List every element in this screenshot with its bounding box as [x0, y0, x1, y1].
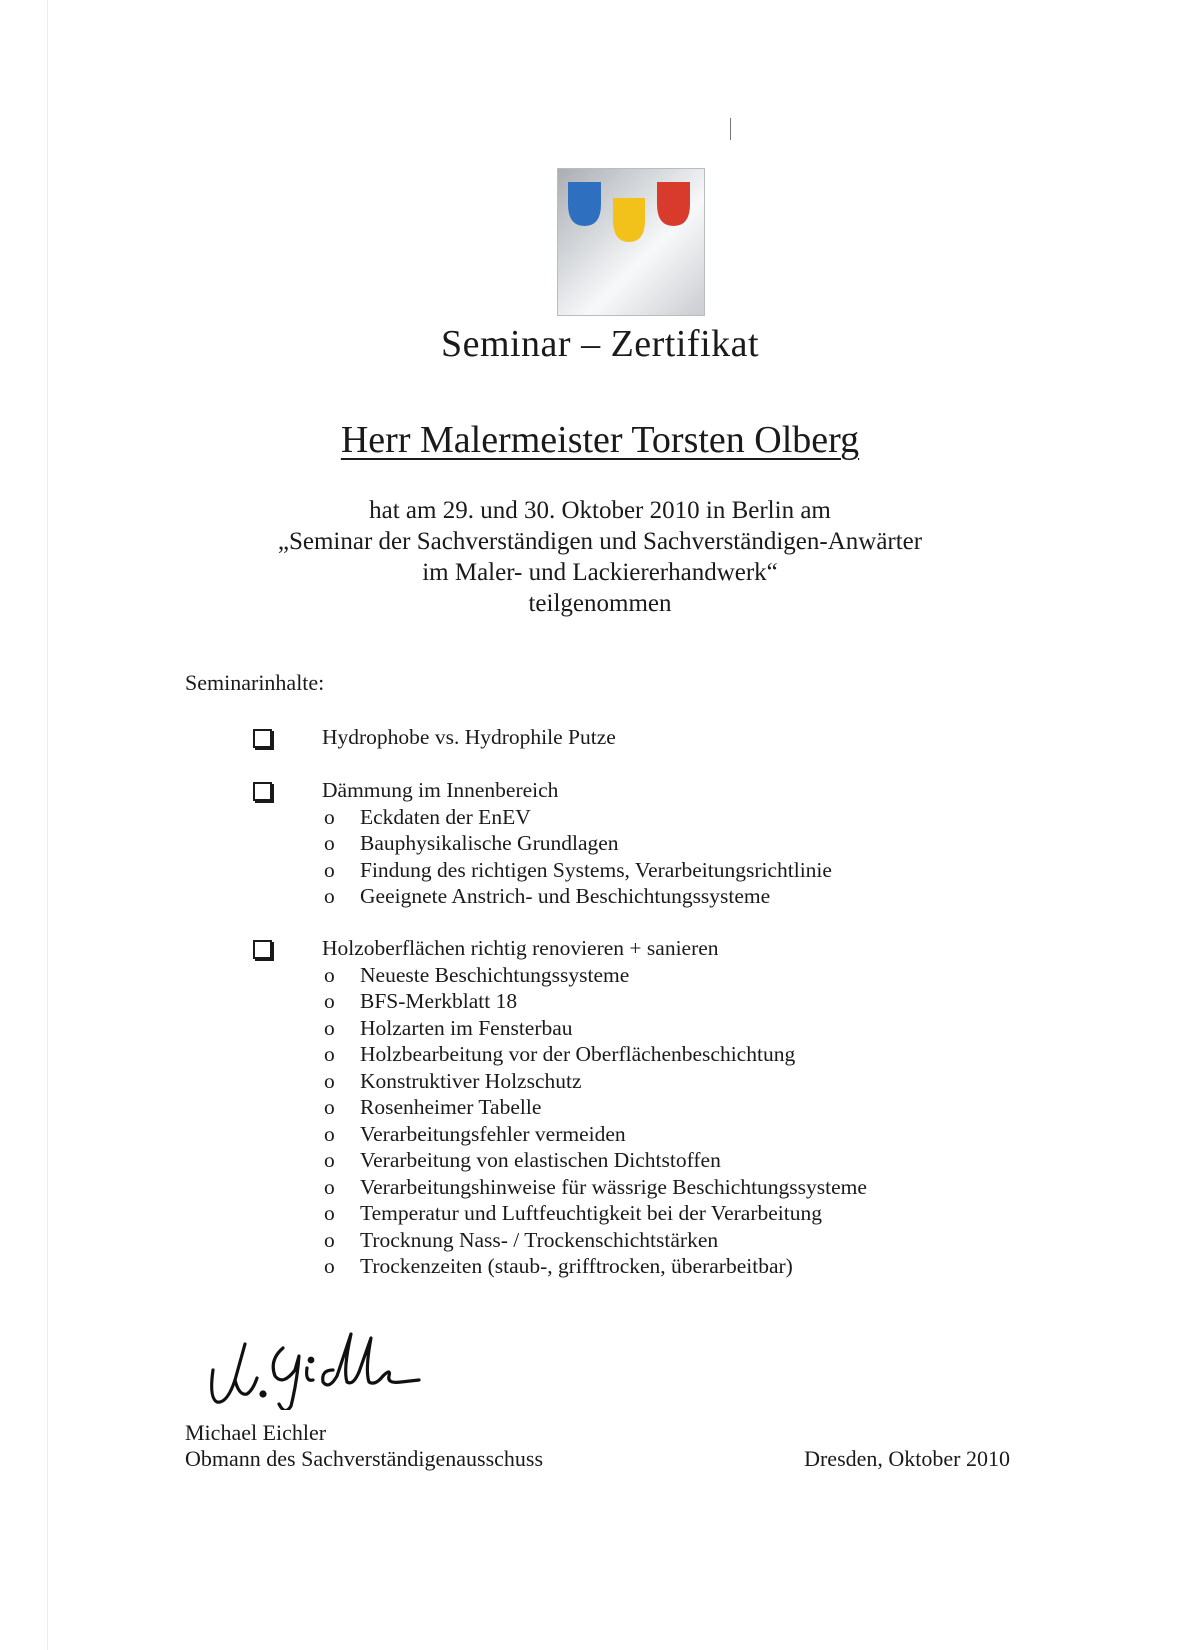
list-item-text: BFS-Merkblatt 18	[360, 989, 518, 1013]
bullet-icon: o	[324, 1042, 335, 1066]
contents-label: Seminarinhalte:	[185, 670, 325, 695]
recipient-name-text: Herr Malermeister Torsten Olberg	[340, 419, 860, 461]
topic	[253, 777, 832, 910]
list-item-text: Holzarten im Fensterbau	[360, 1015, 573, 1040]
list-item	[324, 1068, 867, 1095]
bullet-icon: o	[324, 1254, 335, 1278]
list-item	[324, 988, 867, 1015]
list-item-text: Verarbeitungsfehler vermeiden	[360, 1121, 626, 1146]
bullet-icon: o	[324, 857, 335, 882]
signer-role: Obmann des Sachverständigenausschuss	[185, 1446, 544, 1471]
list-item-text: Findung des richtigen Systems, Verarbeitungsrichtlinie	[360, 857, 832, 882]
list-item	[324, 883, 832, 910]
handwritten-signature	[205, 1320, 425, 1410]
list-item-text: Temperatur und Luftfeuchtigkeit bei der Verarbeitung	[360, 1201, 822, 1225]
description-line: hat am 29. und 30. Oktober 2010 in Berlin am	[369, 497, 831, 524]
list-item-text: Rosenheimer Tabelle	[360, 1095, 542, 1119]
list-item	[324, 1227, 867, 1254]
scan-page-edge	[47, 0, 48, 1650]
list-item-text: Holzbearbeitung vor der Oberflächenbeschichtung	[360, 1042, 796, 1066]
bullet-icon: o	[324, 1174, 335, 1199]
bullet-icon: o	[324, 804, 335, 829]
topic-items	[253, 962, 867, 1280]
recipient-name	[0, 418, 1200, 462]
bullet-icon: o	[324, 1148, 335, 1172]
bullet-icon: o	[324, 962, 335, 987]
topic-items	[253, 804, 832, 910]
bullet-icon: o	[324, 884, 335, 908]
list-item-text: Bauphysikalische Grundlagen	[360, 831, 619, 855]
list-item-text: Eckdaten der EnEV	[360, 804, 531, 829]
list-item	[324, 1253, 867, 1280]
checkbox-icon	[253, 729, 272, 748]
bullet-icon: o	[324, 1068, 335, 1093]
checkbox-icon	[253, 782, 272, 801]
description-line: „Seminar der Sachverständigen und Sachverständigen-Anwärter	[277, 528, 923, 555]
description-line: im Maler- und Lackiererhandwerk“	[422, 559, 778, 586]
topic	[253, 724, 616, 751]
list-item-text: Trocknung Nass- / Trockenschichtstärken	[360, 1227, 719, 1252]
list-item-text: Verarbeitungshinweise für wässrige Beschichtungssysteme	[360, 1174, 867, 1199]
list-item	[324, 1200, 867, 1227]
list-item	[324, 1041, 867, 1068]
place-date: Dresden, Oktober 2010	[804, 1446, 1010, 1471]
list-item	[324, 830, 832, 857]
topic-title: Hydrophobe vs. Hydrophile Putze	[322, 725, 616, 749]
bullet-icon: o	[324, 1095, 335, 1119]
bullet-icon: o	[324, 1201, 335, 1225]
topic-title: Dämmung im Innenbereich	[322, 778, 559, 802]
list-item	[324, 804, 832, 831]
bullet-icon: o	[324, 1015, 335, 1040]
list-item-text: Neueste Beschichtungssysteme	[360, 962, 630, 987]
list-item	[324, 857, 832, 884]
checkbox-icon	[253, 940, 272, 959]
list-item-text: Trockenzeiten (staub-, grifftrocken, überarbeitbar)	[360, 1254, 793, 1278]
signer-name: Michael Eichler	[185, 1420, 327, 1445]
topic	[253, 935, 867, 1280]
certificate-description	[0, 495, 1200, 619]
list-item-text: Konstruktiver Holzschutz	[360, 1068, 582, 1093]
signer-block	[185, 1420, 543, 1472]
description-line: teilgenommen	[528, 590, 672, 617]
list-item	[324, 1121, 867, 1148]
scan-mark	[730, 118, 731, 140]
topic-title: Holzoberflächen richtig renovieren + sanieren	[322, 936, 719, 960]
bullet-icon: o	[324, 989, 335, 1013]
shield-trio-logo-icon	[557, 168, 705, 316]
list-item	[324, 1174, 867, 1201]
certificate-title: Seminar – Zertifikat	[440, 323, 760, 365]
list-item	[324, 1094, 867, 1121]
list-item	[324, 1147, 867, 1174]
bullet-icon: o	[324, 831, 335, 855]
list-item	[324, 962, 867, 989]
list-item-text: Verarbeitung von elastischen Dichtstoffen	[360, 1148, 721, 1172]
bullet-icon: o	[324, 1227, 335, 1252]
bullet-icon: o	[324, 1121, 335, 1146]
list-item	[324, 1015, 867, 1042]
shield-trio-logo	[557, 168, 705, 316]
list-item-text: Geeignete Anstrich- und Beschichtungssysteme	[360, 884, 771, 908]
